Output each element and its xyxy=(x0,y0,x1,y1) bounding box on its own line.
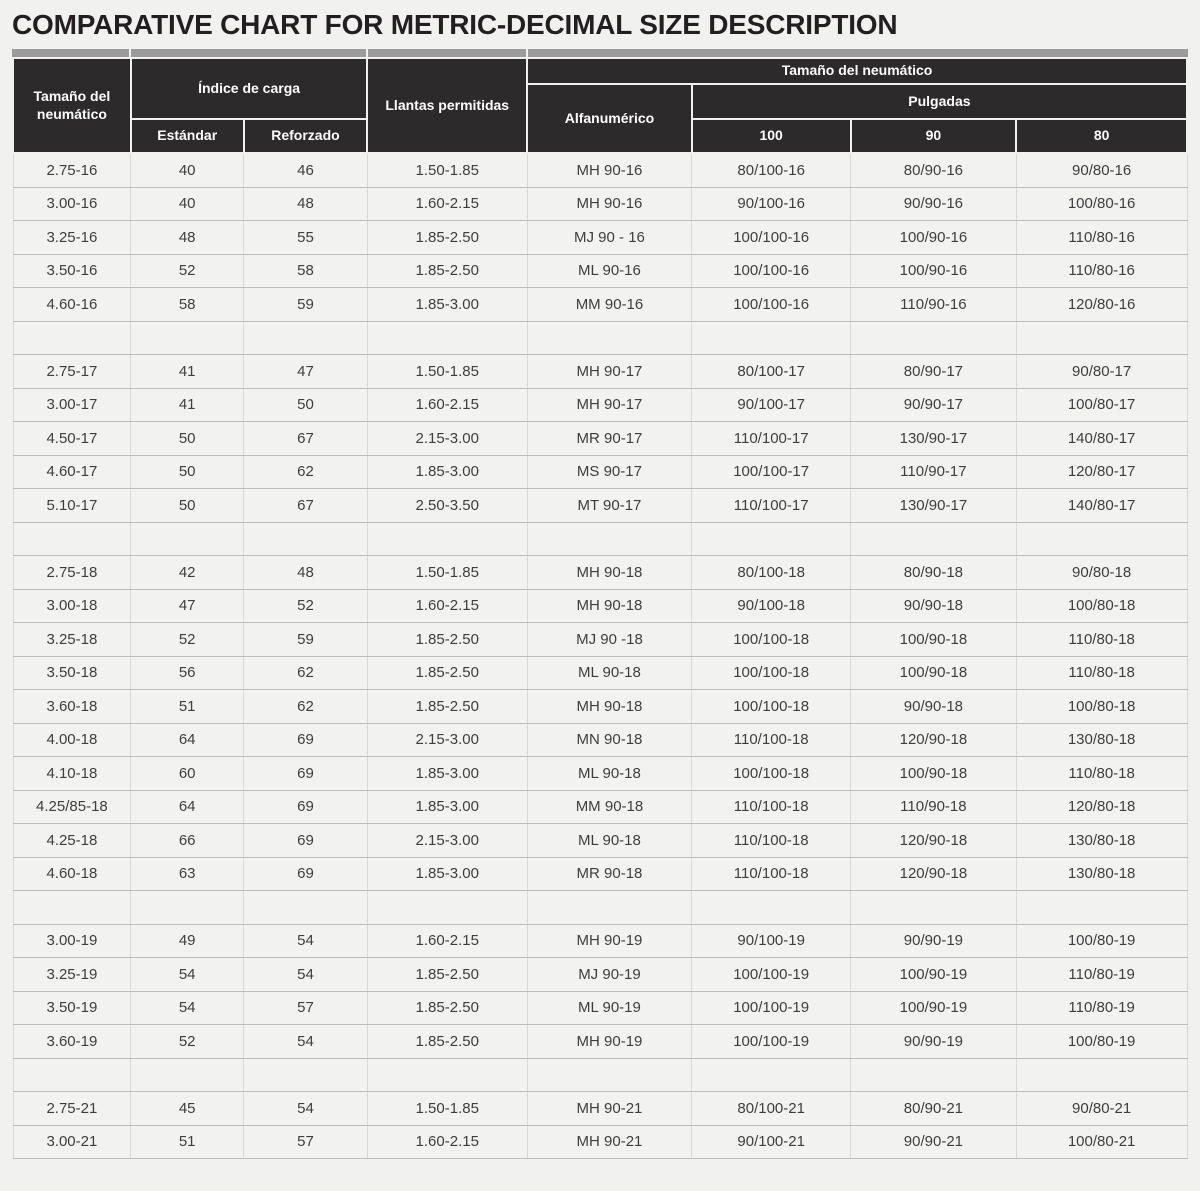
table-cell: 110/80-19 xyxy=(1016,991,1187,1025)
spacer-cell xyxy=(692,891,851,925)
spacer-cell xyxy=(367,522,527,556)
table-cell: 66 xyxy=(131,824,244,858)
table-cell: 4.00-18 xyxy=(13,723,131,757)
table-cell: 1.85-3.00 xyxy=(367,790,527,824)
table-cell: 100/90-16 xyxy=(851,254,1017,288)
spacer-row xyxy=(13,1058,1187,1092)
table-cell: 50 xyxy=(131,422,244,456)
table-cell: MH 90-19 xyxy=(527,1025,692,1059)
spacer-cell xyxy=(367,321,527,355)
table-cell: 62 xyxy=(244,455,368,489)
spacer-cell xyxy=(851,891,1017,925)
table-cell: 120/80-18 xyxy=(1016,790,1187,824)
table-cell: 120/80-16 xyxy=(1016,288,1187,322)
spacer-cell xyxy=(244,522,368,556)
spacer-cell xyxy=(692,1058,851,1092)
table-cell: 110/100-17 xyxy=(692,489,851,523)
table-cell: MJ 90 - 16 xyxy=(527,221,692,255)
table-cell: 45 xyxy=(131,1092,244,1126)
spacer-cell xyxy=(244,891,368,925)
table-cell: 100/100-16 xyxy=(692,288,851,322)
table-cell: 100/100-19 xyxy=(692,991,851,1025)
header-alphanumeric: Alfanumérico xyxy=(527,84,692,153)
table-cell: 90/90-19 xyxy=(851,924,1017,958)
table-cell: 110/100-18 xyxy=(692,824,851,858)
spacer-cell xyxy=(13,891,131,925)
table-cell: 140/80-17 xyxy=(1016,489,1187,523)
table-cell: 3.60-18 xyxy=(13,690,131,724)
table-cell: 1.50-1.85 xyxy=(367,355,527,389)
table-cell: 40 xyxy=(131,187,244,221)
table-cell: MJ 90 -18 xyxy=(527,623,692,657)
table-cell: 4.60-17 xyxy=(13,455,131,489)
spacer-row xyxy=(13,522,1187,556)
table-cell: 1.60-2.15 xyxy=(367,1125,527,1159)
table-cell: 90/80-21 xyxy=(1016,1092,1187,1126)
table-cell: 90/100-17 xyxy=(692,388,851,422)
table-cell: 1.60-2.15 xyxy=(367,187,527,221)
table-cell: 52 xyxy=(244,589,368,623)
table-cell: 69 xyxy=(244,790,368,824)
table-row xyxy=(13,355,1187,389)
table-cell: 80/90-21 xyxy=(851,1092,1017,1126)
table-cell: 3.00-18 xyxy=(13,589,131,623)
spacer-cell xyxy=(131,891,244,925)
table-row xyxy=(13,790,1187,824)
table-row xyxy=(13,221,1187,255)
spacer-cell xyxy=(1016,891,1187,925)
table-cell: 90/100-16 xyxy=(692,187,851,221)
comparison-table xyxy=(12,57,1188,1159)
table-cell: 4.10-18 xyxy=(13,757,131,791)
spacer-cell xyxy=(131,321,244,355)
table-cell: 1.50-1.85 xyxy=(367,556,527,590)
table-cell: 90/80-18 xyxy=(1016,556,1187,590)
table-cell: 3.25-18 xyxy=(13,623,131,657)
table-cell: 41 xyxy=(131,355,244,389)
table-cell: MH 90-21 xyxy=(527,1092,692,1126)
table-cell: 80/100-16 xyxy=(692,153,851,187)
table-row xyxy=(13,1025,1187,1059)
table-cell: 110/90-18 xyxy=(851,790,1017,824)
table-cell: 1.50-1.85 xyxy=(367,153,527,187)
table-cell: 120/90-18 xyxy=(851,857,1017,891)
table-cell: MM 90-18 xyxy=(527,790,692,824)
table-cell: 90/80-16 xyxy=(1016,153,1187,187)
table-cell: 100/100-16 xyxy=(692,254,851,288)
table-cell: 130/90-17 xyxy=(851,422,1017,456)
table-cell: 54 xyxy=(244,958,368,992)
table-cell: 42 xyxy=(131,556,244,590)
table-cell: 1.85-2.50 xyxy=(367,221,527,255)
table-cell: 120/80-17 xyxy=(1016,455,1187,489)
table-cell: MH 90-16 xyxy=(527,153,692,187)
table-cell: 80/90-17 xyxy=(851,355,1017,389)
table-header xyxy=(13,58,1187,153)
table-cell: 2.75-16 xyxy=(13,153,131,187)
table-cell: 100/90-16 xyxy=(851,221,1017,255)
spacer-cell xyxy=(692,321,851,355)
header-tire-size-group: Tamaño del neumático xyxy=(527,58,1187,84)
spacer-cell xyxy=(131,1058,244,1092)
table-cell: 100/100-18 xyxy=(692,623,851,657)
table-cell: 1.85-3.00 xyxy=(367,288,527,322)
table-cell: 52 xyxy=(131,1025,244,1059)
table-cell: 110/80-16 xyxy=(1016,221,1187,255)
table-cell: MH 90-21 xyxy=(527,1125,692,1159)
table-cell: 1.85-2.50 xyxy=(367,958,527,992)
table-cell: 100/90-18 xyxy=(851,757,1017,791)
table-cell: 51 xyxy=(131,690,244,724)
table-cell: 140/80-17 xyxy=(1016,422,1187,456)
table-cell: 1.60-2.15 xyxy=(367,388,527,422)
table-cell: 69 xyxy=(244,824,368,858)
table-cell: 49 xyxy=(131,924,244,958)
table-cell: MM 90-16 xyxy=(527,288,692,322)
table-cell: 100/80-17 xyxy=(1016,388,1187,422)
table-row xyxy=(13,556,1187,590)
table-cell: 4.60-16 xyxy=(13,288,131,322)
table-cell: 1.85-3.00 xyxy=(367,455,527,489)
table-cell: 1.60-2.15 xyxy=(367,924,527,958)
spacer-cell xyxy=(851,1058,1017,1092)
table-row xyxy=(13,757,1187,791)
table-body xyxy=(13,153,1187,1159)
header-inch-90: 90 xyxy=(851,119,1017,153)
table-cell: 100/90-19 xyxy=(851,991,1017,1025)
table-cell: 100/100-18 xyxy=(692,690,851,724)
table-cell: 130/90-17 xyxy=(851,489,1017,523)
table-cell: 3.00-21 xyxy=(13,1125,131,1159)
table-cell: 90/90-18 xyxy=(851,589,1017,623)
table-cell: 80/100-18 xyxy=(692,556,851,590)
table-cell: 90/90-17 xyxy=(851,388,1017,422)
table-cell: 80/100-17 xyxy=(692,355,851,389)
spacer-cell xyxy=(527,522,692,556)
table-cell: 100/100-17 xyxy=(692,455,851,489)
table-cell: 100/80-16 xyxy=(1016,187,1187,221)
table-cell: 100/100-18 xyxy=(692,757,851,791)
spacer-row xyxy=(13,321,1187,355)
table-cell: 4.60-18 xyxy=(13,857,131,891)
table-cell: 100/80-19 xyxy=(1016,1025,1187,1059)
table-cell: 100/80-18 xyxy=(1016,589,1187,623)
table-cell: 90/90-21 xyxy=(851,1125,1017,1159)
table-cell: 80/100-21 xyxy=(692,1092,851,1126)
table-row xyxy=(13,153,1187,187)
table-cell: 100/90-18 xyxy=(851,656,1017,690)
table-row xyxy=(13,1092,1187,1126)
header-load-index-group: Índice de carga xyxy=(131,58,368,119)
table-cell: 47 xyxy=(244,355,368,389)
spacer-cell xyxy=(527,321,692,355)
table-cell: 50 xyxy=(131,489,244,523)
table-cell: 48 xyxy=(244,556,368,590)
header-reinforced: Reforzado xyxy=(244,119,368,153)
table-cell: 1.85-3.00 xyxy=(367,857,527,891)
table-cell: 130/80-18 xyxy=(1016,857,1187,891)
table-cell: 5.10-17 xyxy=(13,489,131,523)
table-cell: 54 xyxy=(131,991,244,1025)
table-cell: MH 90-18 xyxy=(527,556,692,590)
spacer-cell xyxy=(851,321,1017,355)
table-cell: 2.75-18 xyxy=(13,556,131,590)
spacer-cell xyxy=(1016,321,1187,355)
table-cell: 100/100-19 xyxy=(692,1025,851,1059)
table-cell: 90/90-19 xyxy=(851,1025,1017,1059)
spacer-cell xyxy=(244,1058,368,1092)
table-cell: 110/80-18 xyxy=(1016,623,1187,657)
table-cell: MH 90-17 xyxy=(527,388,692,422)
table-row xyxy=(13,690,1187,724)
table-cell: 64 xyxy=(131,790,244,824)
table-cell: 90/90-18 xyxy=(851,690,1017,724)
table-cell: 90/100-21 xyxy=(692,1125,851,1159)
table-cell: 56 xyxy=(131,656,244,690)
table-cell: 110/100-17 xyxy=(692,422,851,456)
top-bar-gap xyxy=(129,49,131,57)
table-cell: 2.15-3.00 xyxy=(367,824,527,858)
table-row xyxy=(13,187,1187,221)
table-cell: 50 xyxy=(244,388,368,422)
table-row xyxy=(13,991,1187,1025)
spacer-cell xyxy=(131,522,244,556)
table-cell: 90/100-19 xyxy=(692,924,851,958)
table-cell: 80/90-18 xyxy=(851,556,1017,590)
table-cell: 64 xyxy=(131,723,244,757)
table-cell: 54 xyxy=(244,1025,368,1059)
table-cell: 54 xyxy=(244,924,368,958)
table-cell: 4.25-18 xyxy=(13,824,131,858)
table-cell: MS 90-17 xyxy=(527,455,692,489)
table-cell: 120/90-18 xyxy=(851,723,1017,757)
table-cell: 110/100-18 xyxy=(692,723,851,757)
table-cell: 100/80-18 xyxy=(1016,690,1187,724)
table-cell: 1.85-2.50 xyxy=(367,254,527,288)
table-cell: 62 xyxy=(244,690,368,724)
table-cell: MN 90-18 xyxy=(527,723,692,757)
table-cell: 110/80-16 xyxy=(1016,254,1187,288)
table-cell: 110/80-18 xyxy=(1016,757,1187,791)
table-cell: 4.50-17 xyxy=(13,422,131,456)
table-cell: 1.50-1.85 xyxy=(367,1092,527,1126)
table-cell: ML 90-18 xyxy=(527,757,692,791)
table-cell: 62 xyxy=(244,656,368,690)
table-cell: 3.60-19 xyxy=(13,1025,131,1059)
table-cell: 110/80-18 xyxy=(1016,656,1187,690)
header-standard: Estándar xyxy=(131,119,244,153)
table-cell: 58 xyxy=(244,254,368,288)
table-cell: 1.60-2.15 xyxy=(367,589,527,623)
page-title: COMPARATIVE CHART FOR METRIC-DECIMAL SIZE DESCRIPTION xyxy=(12,9,898,40)
table-cell: 46 xyxy=(244,153,368,187)
spacer-cell xyxy=(1016,1058,1187,1092)
top-bar-gap xyxy=(366,49,368,57)
table-cell: 110/90-16 xyxy=(851,288,1017,322)
table-row xyxy=(13,422,1187,456)
table-row xyxy=(13,924,1187,958)
table-row xyxy=(13,857,1187,891)
table-cell: MH 90-18 xyxy=(527,690,692,724)
table-cell: 3.00-17 xyxy=(13,388,131,422)
table-cell: 2.75-17 xyxy=(13,355,131,389)
spacer-cell xyxy=(244,321,368,355)
table-cell: 1.85-2.50 xyxy=(367,656,527,690)
table-cell: 57 xyxy=(244,1125,368,1159)
table-row xyxy=(13,589,1187,623)
spacer-cell xyxy=(13,522,131,556)
table-cell: 67 xyxy=(244,489,368,523)
table-cell: 100/100-16 xyxy=(692,221,851,255)
table-cell: 2.15-3.00 xyxy=(367,723,527,757)
table-cell: 48 xyxy=(131,221,244,255)
table-cell: 110/100-18 xyxy=(692,857,851,891)
table-cell: 55 xyxy=(244,221,368,255)
table-cell: 69 xyxy=(244,857,368,891)
table-cell: 100/80-19 xyxy=(1016,924,1187,958)
spacer-cell xyxy=(527,891,692,925)
table-cell: 3.50-19 xyxy=(13,991,131,1025)
table-row xyxy=(13,288,1187,322)
table-cell: 1.85-2.50 xyxy=(367,623,527,657)
top-bar-gap xyxy=(526,49,528,57)
header-rims-allowed: Llantas permitidas xyxy=(367,58,527,153)
table-cell: ML 90-19 xyxy=(527,991,692,1025)
table-cell: 1.85-2.50 xyxy=(367,991,527,1025)
table-cell: 3.00-19 xyxy=(13,924,131,958)
table-cell: 3.50-18 xyxy=(13,656,131,690)
spacer-cell xyxy=(367,1058,527,1092)
table-row xyxy=(13,1125,1187,1159)
table-row xyxy=(13,254,1187,288)
table-cell: 52 xyxy=(131,623,244,657)
table-cell: MR 90-17 xyxy=(527,422,692,456)
header-inch-80: 80 xyxy=(1016,119,1187,153)
table-cell: 100/80-21 xyxy=(1016,1125,1187,1159)
table-row xyxy=(13,656,1187,690)
table-cell: ML 90-18 xyxy=(527,824,692,858)
table-cell: ML 90-18 xyxy=(527,656,692,690)
table-cell: 3.00-16 xyxy=(13,187,131,221)
table-cell: 100/90-18 xyxy=(851,623,1017,657)
table-cell: 51 xyxy=(131,1125,244,1159)
spacer-cell xyxy=(692,522,851,556)
table-cell: 110/90-17 xyxy=(851,455,1017,489)
spacer-cell xyxy=(13,1058,131,1092)
spacer-cell xyxy=(527,1058,692,1092)
table-cell: 1.85-2.50 xyxy=(367,1025,527,1059)
table-cell: 90/80-17 xyxy=(1016,355,1187,389)
table-cell: 69 xyxy=(244,723,368,757)
table-cell: 59 xyxy=(244,288,368,322)
table-cell: 2.15-3.00 xyxy=(367,422,527,456)
table-cell: 100/90-19 xyxy=(851,958,1017,992)
table-cell: 69 xyxy=(244,757,368,791)
table-cell: 40 xyxy=(131,153,244,187)
spacer-cell xyxy=(367,891,527,925)
table-cell: 120/90-18 xyxy=(851,824,1017,858)
table-cell: 54 xyxy=(244,1092,368,1126)
table-cell: 41 xyxy=(131,388,244,422)
table-row xyxy=(13,489,1187,523)
table-row xyxy=(13,958,1187,992)
table-cell: 110/100-18 xyxy=(692,790,851,824)
table-cell: 57 xyxy=(244,991,368,1025)
table-cell: 54 xyxy=(131,958,244,992)
table-row xyxy=(13,388,1187,422)
table-row xyxy=(13,824,1187,858)
table-cell: 58 xyxy=(131,288,244,322)
table-cell: 90/90-16 xyxy=(851,187,1017,221)
spacer-cell xyxy=(13,321,131,355)
table-cell: 130/80-18 xyxy=(1016,824,1187,858)
table-cell: 100/100-18 xyxy=(692,656,851,690)
table-cell: 52 xyxy=(131,254,244,288)
table-cell: 60 xyxy=(131,757,244,791)
table-cell: 1.85-2.50 xyxy=(367,690,527,724)
table-cell: 130/80-18 xyxy=(1016,723,1187,757)
table-cell: 50 xyxy=(131,455,244,489)
header-inch-100: 100 xyxy=(692,119,851,153)
table-cell: MR 90-18 xyxy=(527,857,692,891)
table-cell: ML 90-16 xyxy=(527,254,692,288)
table-cell: MT 90-17 xyxy=(527,489,692,523)
table-cell: 67 xyxy=(244,422,368,456)
table-cell: 100/100-19 xyxy=(692,958,851,992)
table-row xyxy=(13,723,1187,757)
table-cell: MH 90-18 xyxy=(527,589,692,623)
table-cell: MJ 90-19 xyxy=(527,958,692,992)
table-row xyxy=(13,623,1187,657)
table-cell: 90/100-18 xyxy=(692,589,851,623)
table-cell: 48 xyxy=(244,187,368,221)
table-cell: 63 xyxy=(131,857,244,891)
table-cell: MH 90-19 xyxy=(527,924,692,958)
table-cell: 3.50-16 xyxy=(13,254,131,288)
table-top-bar xyxy=(12,49,1188,57)
table-cell: 59 xyxy=(244,623,368,657)
spacer-cell xyxy=(851,522,1017,556)
header-tire-size-metric: Tamaño del neumático xyxy=(13,58,131,153)
spacer-cell xyxy=(1016,522,1187,556)
table-cell: 47 xyxy=(131,589,244,623)
table-cell: 3.25-16 xyxy=(13,221,131,255)
table-cell: 2.75-21 xyxy=(13,1092,131,1126)
table-cell: 4.25/85-18 xyxy=(13,790,131,824)
table-cell: 3.25-19 xyxy=(13,958,131,992)
table-cell: MH 90-17 xyxy=(527,355,692,389)
table-cell: 110/80-19 xyxy=(1016,958,1187,992)
header-inches-group: Pulgadas xyxy=(692,84,1187,119)
table-cell: 2.50-3.50 xyxy=(367,489,527,523)
table-cell: 80/90-16 xyxy=(851,153,1017,187)
table-cell: 1.85-3.00 xyxy=(367,757,527,791)
spacer-row xyxy=(13,891,1187,925)
table-cell: MH 90-16 xyxy=(527,187,692,221)
table-row xyxy=(13,455,1187,489)
